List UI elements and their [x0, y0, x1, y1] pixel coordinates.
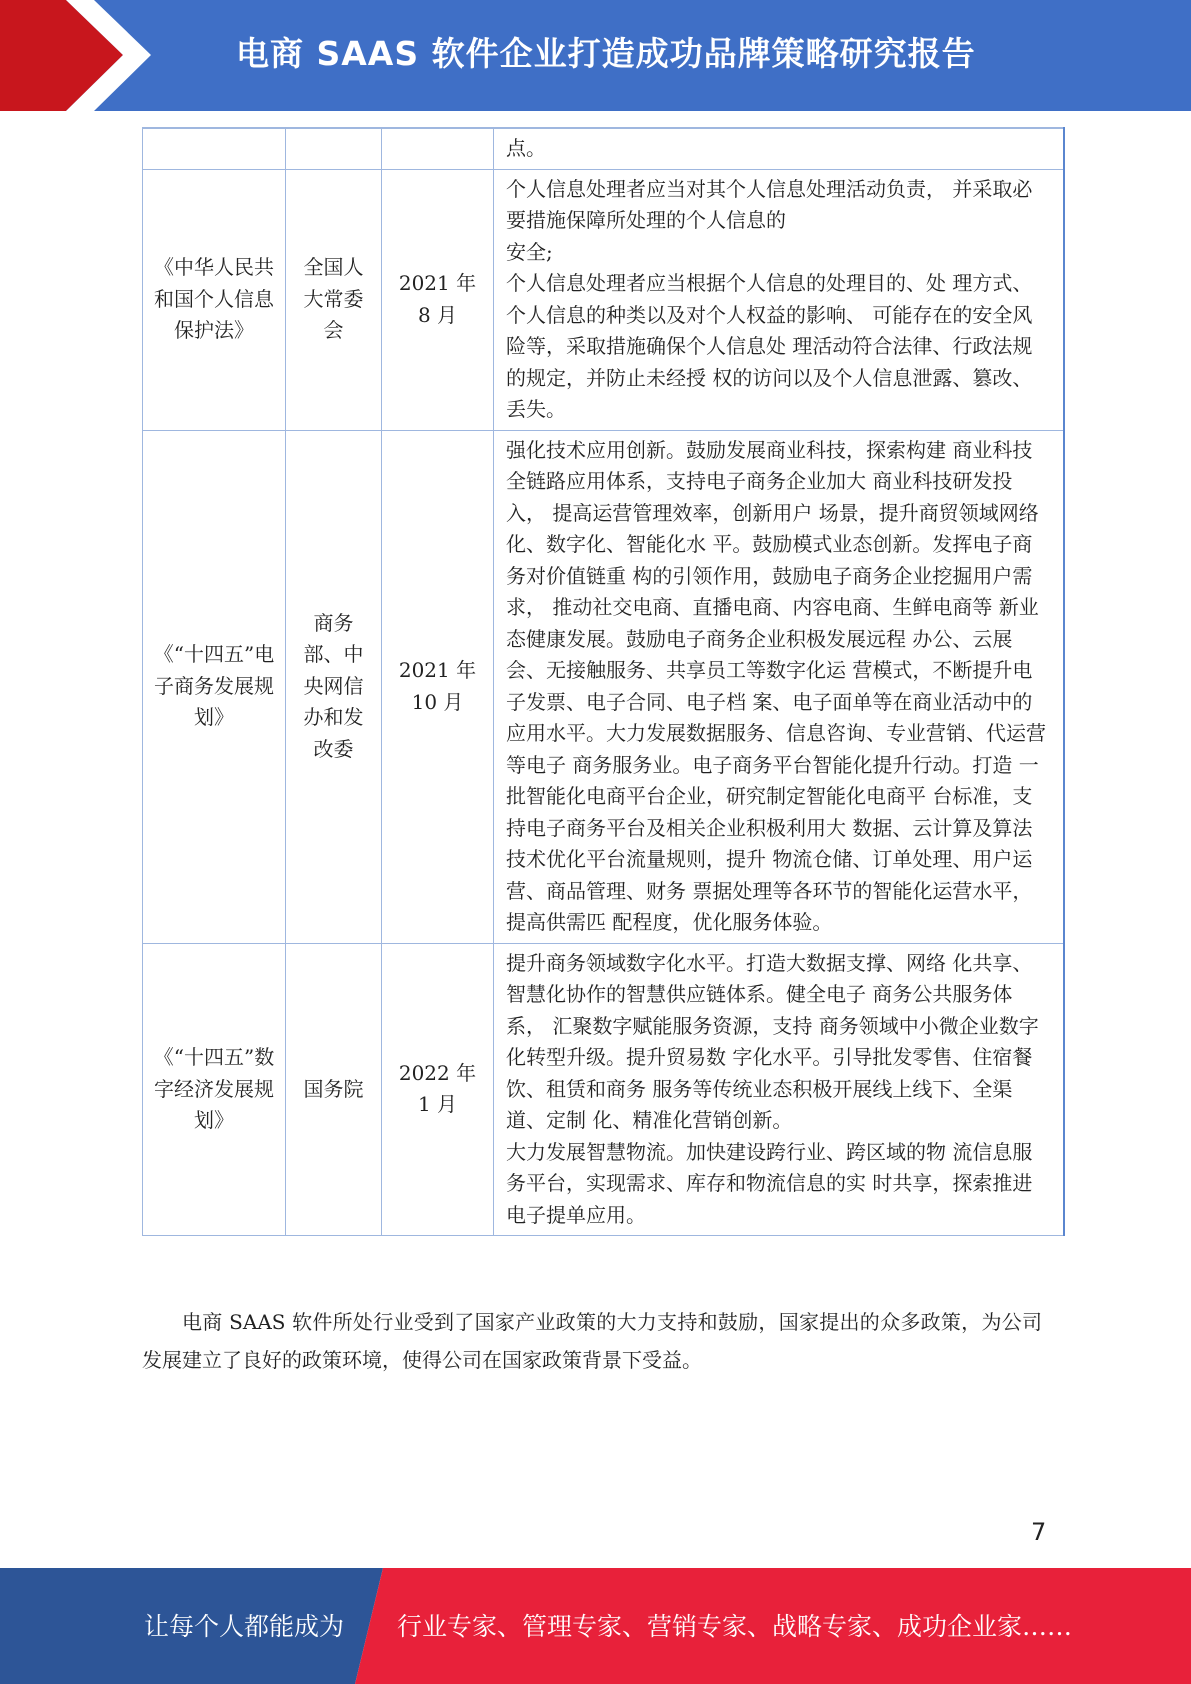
table-row — [143, 128, 1064, 169]
date-cell: 2021 年 10 月 — [382, 430, 494, 943]
body-paragraph: 电商 SAAS 软件所处行业受到了国家产业政策的大力支持和鼓励，国家提出的众多政策，为公司发展建立了良好的政策环境，使得公司在国家政策背景下受益。 — [142, 1310, 1042, 1372]
content-cell — [494, 943, 1064, 1236]
issuer-cell: 商务部、中央网信办和发改委 — [286, 430, 382, 943]
content-cell — [494, 169, 1064, 430]
issuer-cell: 国务院 — [286, 943, 382, 1236]
page-header — [0, 0, 1191, 111]
policy-table — [142, 127, 1065, 1236]
date-cell — [382, 128, 494, 169]
page-footer — [0, 1568, 1191, 1684]
policy-name-cell: 《中华人民共和国个人信息保护法》 — [143, 169, 286, 430]
content-paragraph: 强化技术应用创新。鼓励发展商业科技，探索构建 商业科技全链路应用体系，支持电子商务企业加大 商业科技研发投入， 提高运营管理效率，创新用户 场景，提升商贸领域网络化、数字化、智能化水 平。鼓励模式业态创新。发挥电子商务对价值链重 构的引领作用，鼓励电子商务企业挖掘用户需求， 推动社交电商、直播电商、内容电商、生鲜电商等 新业态健康发展。鼓励电子商务企业积极发展远程 办公、云展会、无接触服务、共享员工等数字化运 营模式，不断提升电子发票、电子合同、电子档 案、电子面单等在商业活动中的应用水平。大力发展数据服务、信息咨询、专业营销、代运营等电子 商务服务业。电子商务平台智能化提升行动。打造 一批智能化电商平台企业，研究制定智能化电商平 台标准，支持电子商务平台及相关企业积极利用大 数据、云计算及算法技术优化平台流量规则，提升 物流仓储、订单处理、用户运营、商品管理、财务 票据处理等各环节的智能化运营水平， 提高供需匹 配程度，优化服务体验。 — [506, 437, 1046, 934]
table-row — [143, 169, 1064, 430]
date-cell: 2021 年 8 月 — [382, 169, 494, 430]
content-cell — [494, 128, 1064, 169]
policy-name-cell — [143, 128, 286, 169]
content-cell — [494, 430, 1064, 943]
page-number: 7 — [1031, 1518, 1047, 1546]
footer-slogan-left: 让每个人都能成为 — [144, 1612, 345, 1641]
content-paragraph: 点。 — [506, 136, 546, 160]
content-paragraph: 提升商务领域数字化水平。打造大数据支撑、网络 化共享、智慧化协作的智慧供应链体系。健全电子 商务公共服务体系， 汇聚数字赋能服务资源，支持 商务领域中小微企业数字化转型升级。提升贸易数 字化水平。引导批发零售、住宿餐饮、租赁和商务 服务等传统业态积极开展线上线下、全渠道、定制 化、精准化营销创新。 — [506, 950, 1039, 1132]
content-paragraph: 个人信息处理者应当对其个人信息处理活动负责， 并采取必要措施保障所处理的个人信息的 — [506, 176, 1033, 232]
table-row — [143, 430, 1064, 943]
footer-slogan-right: 行业专家、管理专家、营销专家、战略专家、成功企业家…… — [397, 1612, 1073, 1641]
date-cell: 2022 年 1 月 — [382, 943, 494, 1236]
content-paragraph: 安全; — [506, 239, 553, 264]
content-paragraph: 大力发展智慧物流。加快建设跨行业、跨区域的物 流信息服务平台，实现需求、库存和物流信息的实 时共享，探索推进电子提单应用。 — [506, 1139, 1033, 1227]
policy-name-cell: 《“十四五”电子商务发展规划》 — [143, 430, 286, 943]
policy-name-cell: 《“十四五”数字经济发展规划》 — [143, 943, 286, 1236]
issuer-cell: 全国人大常委会 — [286, 169, 382, 430]
table-row — [143, 943, 1064, 1236]
report-title: 电商 SAAS 软件企业打造成功品牌策略研究报告 — [236, 34, 976, 73]
content-paragraph: 个人信息处理者应当根据个人信息的处理目的、处 理方式、个人信息的种类以及对个人权益的影响、 可能存在的安全风险等，采取措施确保个人信息处 理活动符合法律、行政法规的规定，并防止未经授 权的访问以及个人信息泄露、篡改、丢失。 — [506, 271, 1033, 421]
issuer-cell — [286, 128, 382, 169]
